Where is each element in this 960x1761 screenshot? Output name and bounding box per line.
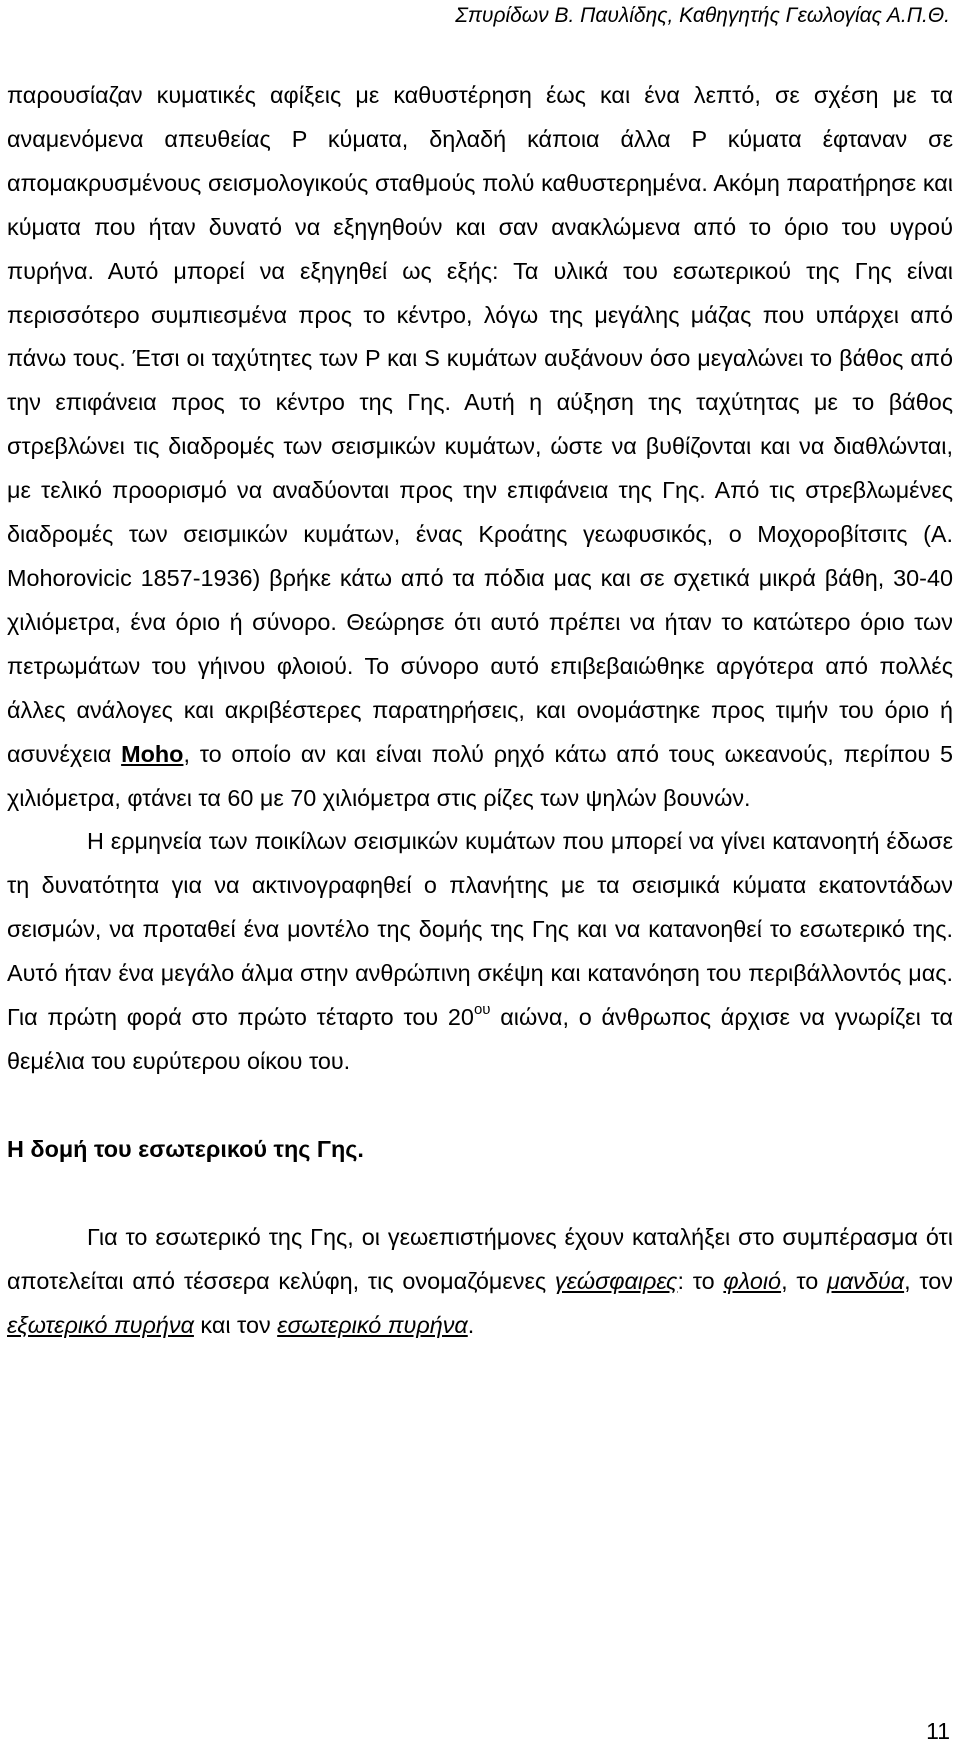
paragraph-text: Η ερμηνεία των ποικίλων σεισμικών κυμάτων που μπορεί να γίνει κατανοητή έδωσε τη δυνατότητα για να ακτινογραφηθεί ο πλανήτης με τα σεισμικά κύματα εκατοντάδων σεισμών, να προταθεί ένα μοντέλο της δομής της Γης και να κατανοηθεί το εσωτερικό της. Αυτό ήταν ένα μεγάλο άλμα στην ανθρώπινη σκέψη και κατανόηση του περιβάλλοντός μας. Για πρώτη φορά στο πρώτο τέταρτο του 20 [7, 828, 953, 1031]
term-crust: φλοιό [723, 1267, 782, 1294]
paragraph-text: Για το εσωτερικό της Γης, οι γεωεπιστήμονες έχουν καταλήξει στο συμπέρασμα ότι αποτελείται από τέσσερα κελύφη, τις ονομαζόμενες [7, 1223, 953, 1294]
paragraph-text-end: αιώνα, ο άνθρωπος άρχισε να γνωρίζει τα θεμέλια του ευρύτερου οίκου του. [7, 1004, 953, 1074]
term-geospheres: γεώσφαιρες [554, 1267, 678, 1294]
term-mantle: μανδύα [827, 1267, 905, 1294]
term-inner-core: εσωτερικό πυρήνα [277, 1311, 468, 1338]
paragraph-text: παρουσίαζαν κυματικές αφίξεις με καθυστέρηση έως και ένα λεπτό, σε σχέση με τα αναμενόμενα απευθείας P κύματα, δηλαδή κάποια άλλα P κύματα έφταναν σε απομακρυσμένους σεισμολογικούς σταθμούς πολύ καθυστερημένα. Ακόμη παρατήρησε και κύματα που ήταν δυνατό να εξηγηθούν και σαν ανακλώμενα από το όριο του υγρού πυρήνα. Αυτό μπορεί να εξηγηθεί ως εξής: Τα υλικά του εσωτερικού της Γης είναι περισσότερο συμπιεσμένα προς το κέντρο, λόγω της μεγάλης μάζας που υπάρχει από πάνω τους. Έτσι οι ταχύτητες των P και S κυμάτων αυξάνουν όσο μεγαλώνει το βάθος από την επιφάνεια προς το κέντρο της Γης. Αυτή η αύξηση της ταχύτητας με το βάθος στρεβλώνει τις διαδρομές των σεισμικών κυμάτων, ώστε να βυθίζονται και να διαθλώνται, με τελικό προορισμό να αναδύονται προς την επιφάνεια της Γης. Από τις στρεβλωμένες διαδρομές των σεισμικών κυμάτων, ένας Κροάτης γεωφυσικός, ο Μοχοροβίτσιτς (A. Mohorovicic 1857-1936) βρήκε κάτω από τα πόδια μας και σε σχετικά μικρά βάθη, 30-40 χιλιόμετρα, ένα όριο ή σύνορο. Θεώρησε ότι αυτό πρέπει να ήταν το κατώτερο όριο των πετρωμάτων του γήινου φλοιού. Το σύνορο αυτό επιβεβαιώθηκε αργότερα από πολλές άλλες ανάλογες και ακριβέστερες παρατηρήσεις, και ονομάστηκε προς τιμήν του όριο ή ασυνέχεια [7, 82, 953, 767]
superscript-ordinal: ου [473, 1001, 491, 1019]
punctuation: : το [677, 1267, 724, 1294]
section-heading: Η δομή του εσωτερικού της Γης. [7, 1135, 364, 1162]
page-number: 11 [926, 1718, 950, 1744]
punctuation: και τον [193, 1311, 278, 1338]
moho-comma: , [183, 740, 190, 767]
paragraph-interpretation [7, 820, 953, 1083]
running-header: Σπυρίδων Β. Παυλίδης, Καθηγητής Γεωλογίας Α.Π.Θ. [455, 4, 950, 27]
paragraph-seismic-waves [7, 74, 953, 820]
spacer [7, 1172, 953, 1216]
document-body [7, 74, 953, 1347]
punctuation: , το [781, 1267, 828, 1294]
term-outer-core: εξωτερικό πυρήνα [7, 1311, 194, 1338]
moho-term: Moho [121, 740, 184, 767]
paragraph-text-end: το οποίο αν και είναι πολύ ρηχό κάτω από τους ωκεανούς, περίπου 5 χιλιόμετρα, φτάνει τα 60 με 70 χιλιόμετρα στις ρίζες των ψηλών βουνών. [7, 740, 953, 811]
paragraph-earth-structure [7, 1216, 953, 1348]
punctuation: , τον [904, 1267, 953, 1294]
punctuation: . [467, 1311, 475, 1338]
spacer [7, 1084, 953, 1128]
